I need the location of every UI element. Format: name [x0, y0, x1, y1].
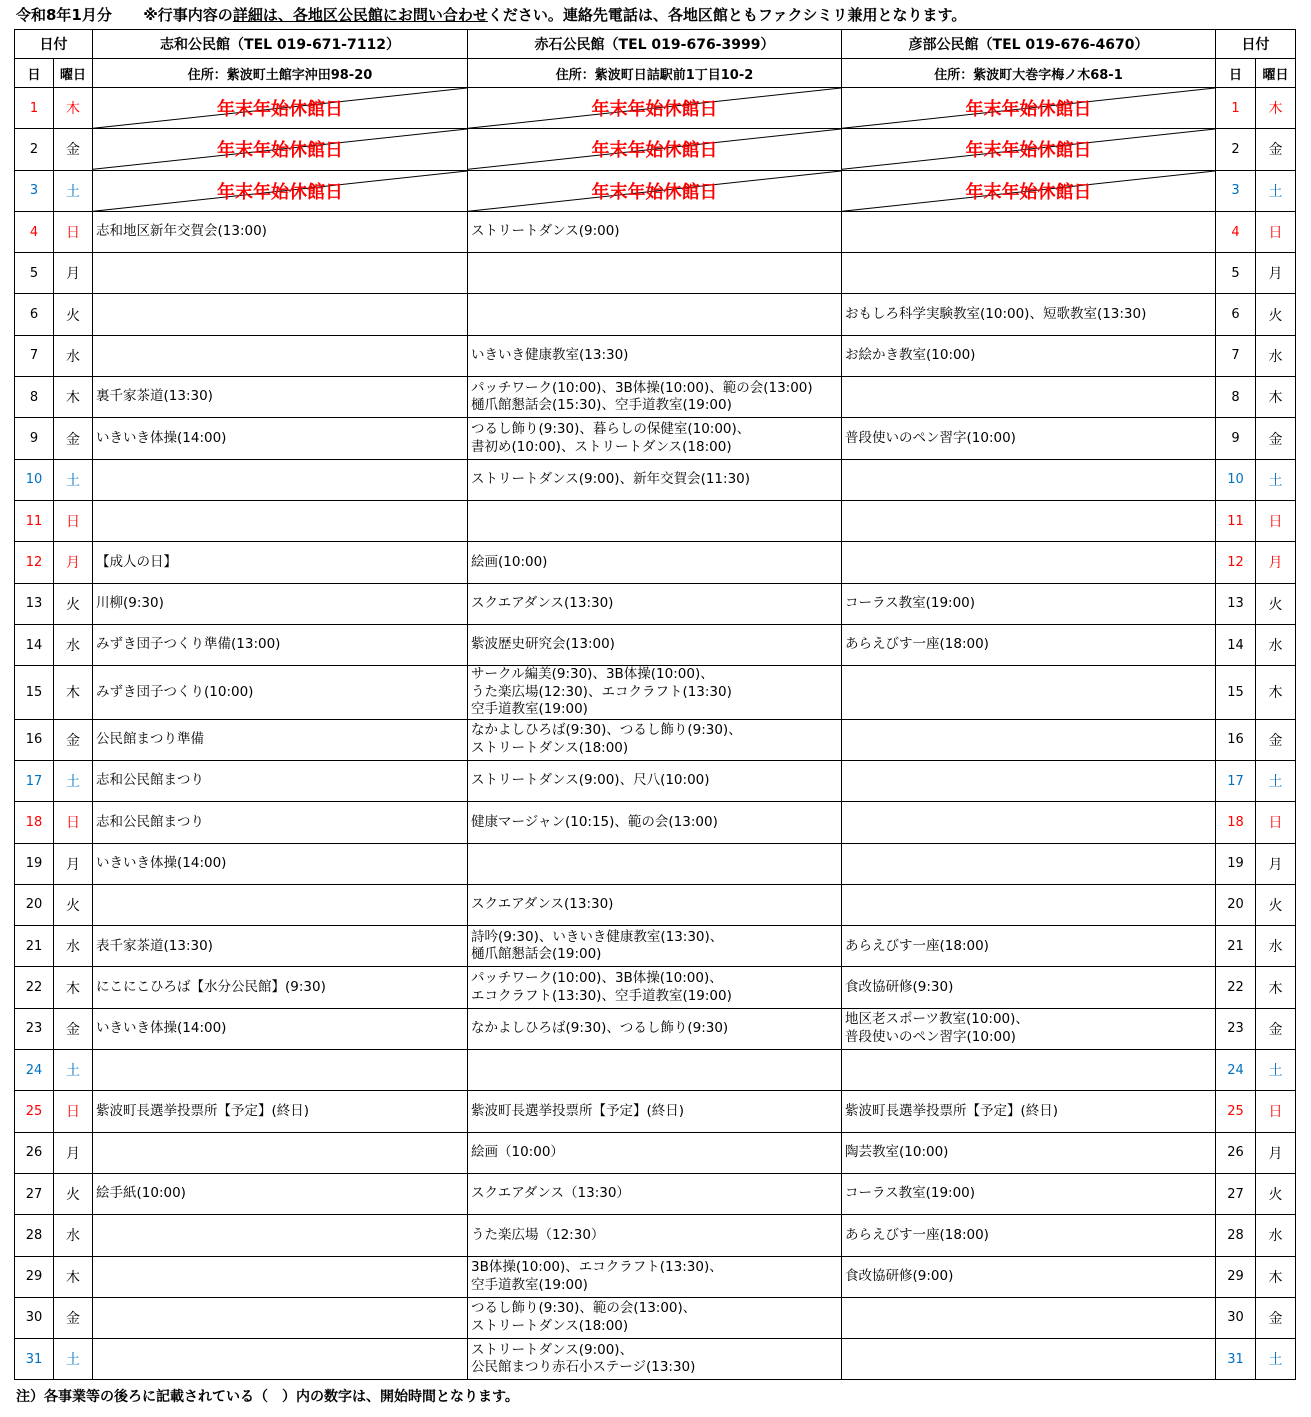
weekday-left: 金	[54, 418, 93, 459]
day-number-right: 19	[1216, 843, 1256, 884]
weekday-right: 金	[1256, 1008, 1296, 1049]
day-number-right: 13	[1216, 583, 1256, 624]
weekday-left: 月	[54, 253, 93, 294]
day-number-right: 17	[1216, 760, 1256, 801]
day-number-right: 20	[1216, 884, 1256, 925]
day-row	[15, 500, 1296, 541]
day-number-right: 21	[1216, 926, 1256, 967]
hall-name-akaishi: 赤石公民館（TEL 019-676-3999）	[468, 30, 842, 59]
event-cell-akaishi: 紫波歴史研究会(13:00)	[468, 624, 842, 665]
closed-cell-akaishi	[468, 170, 842, 211]
weekday-left: 土	[54, 760, 93, 801]
event-cell-shiwa: いきいき体操(14:00)	[93, 843, 468, 884]
day-number-left: 4	[15, 211, 54, 252]
event-cell-akaishi	[468, 500, 842, 541]
weekday-right: 日	[1256, 1091, 1296, 1132]
event-cell-akaishi: スクエアダンス（13:30）	[468, 1173, 842, 1214]
event-cell-hikobe	[842, 884, 1216, 925]
closed-cell-hikobe	[842, 129, 1216, 170]
weekday-right: 水	[1256, 926, 1296, 967]
weekday-right: 木	[1256, 666, 1296, 720]
day-row	[15, 1173, 1296, 1214]
day-number-right: 26	[1216, 1132, 1256, 1173]
event-cell-shiwa: 公民館まつり準備	[93, 719, 468, 760]
day-row	[15, 1008, 1296, 1049]
day-number-right: 8	[1216, 377, 1256, 418]
event-cell-shiwa: みずき団子つくり準備(13:00)	[93, 624, 468, 665]
event-cell-akaishi: ストリートダンス(9:00)、新年交賀会(11:30)	[468, 459, 842, 500]
event-cell-shiwa: 志和地区新年交賀会(13:00)	[93, 211, 468, 252]
day-number-left: 16	[15, 719, 54, 760]
day-number-right: 24	[1216, 1050, 1256, 1091]
day-row	[15, 88, 1296, 129]
event-cell-hikobe	[842, 843, 1216, 884]
day-number-right: 1	[1216, 88, 1256, 129]
day-number-right: 6	[1216, 294, 1256, 335]
day-number-left: 18	[15, 802, 54, 843]
event-cell-hikobe: お絵かき教室(10:00)	[842, 335, 1216, 376]
weekday-right: 土	[1256, 459, 1296, 500]
event-cell-akaishi: パッチワーク(10:00)、3B体操(10:00)、範の会(13:00) 樋爪館懇話会(15:30)、空手道教室(19:00)	[468, 377, 842, 418]
day-number-right: 29	[1216, 1256, 1256, 1297]
event-cell-shiwa	[93, 335, 468, 376]
event-cell-shiwa	[93, 1256, 468, 1297]
event-cell-hikobe	[842, 760, 1216, 801]
weekday-left: 水	[54, 1215, 93, 1256]
closed-label: 年末年始休館日	[591, 181, 718, 203]
day-number-right: 3	[1216, 170, 1256, 211]
event-cell-hikobe: コーラス教室(19:00)	[842, 583, 1216, 624]
day-row	[15, 211, 1296, 252]
day-row	[15, 884, 1296, 925]
day-number-right: 7	[1216, 335, 1256, 376]
event-cell-shiwa	[93, 253, 468, 294]
event-cell-shiwa: みずき団子つくり(10:00)	[93, 666, 468, 720]
day-number-left: 30	[15, 1297, 54, 1338]
day-number-left: 3	[15, 170, 54, 211]
event-cell-akaishi: ストリートダンス(9:00)、尺八(10:00)	[468, 760, 842, 801]
event-cell-shiwa: 川柳(9:30)	[93, 583, 468, 624]
event-cell-shiwa: 志和公民館まつり	[93, 760, 468, 801]
weekday-left: 月	[54, 1132, 93, 1173]
weekday-right: 日	[1256, 500, 1296, 541]
day-number-left: 26	[15, 1132, 54, 1173]
day-number-left: 5	[15, 253, 54, 294]
day-row	[15, 967, 1296, 1008]
weekday-left: 土	[54, 1050, 93, 1091]
event-cell-shiwa	[93, 1339, 468, 1380]
day-number-right: 28	[1216, 1215, 1256, 1256]
event-cell-hikobe	[842, 542, 1216, 583]
day-row	[15, 253, 1296, 294]
weekday-right: 月	[1256, 253, 1296, 294]
page-title	[16, 4, 966, 25]
event-cell-shiwa	[93, 884, 468, 925]
event-cell-akaishi: スクエアダンス(13:30)	[468, 583, 842, 624]
event-cell-shiwa: 絵手紙(10:00)	[93, 1173, 468, 1214]
weekday-right: 土	[1256, 170, 1296, 211]
closed-cell-akaishi	[468, 88, 842, 129]
event-cell-shiwa	[93, 1215, 468, 1256]
day-number-right: 31	[1216, 1339, 1256, 1380]
closed-cell-hikobe	[842, 88, 1216, 129]
event-cell-hikobe	[842, 802, 1216, 843]
event-cell-hikobe: あらえびす一座(18:00)	[842, 624, 1216, 665]
day-number-left: 27	[15, 1173, 54, 1214]
day-number-left: 14	[15, 624, 54, 665]
weekday-left: 木	[54, 377, 93, 418]
weekday-right: 木	[1256, 377, 1296, 418]
weekday-left: 火	[54, 583, 93, 624]
day-row	[15, 129, 1296, 170]
weekday-right: 木	[1256, 967, 1296, 1008]
day-row	[15, 170, 1296, 211]
event-cell-shiwa: 表千家茶道(13:30)	[93, 926, 468, 967]
day-number-left: 28	[15, 1215, 54, 1256]
event-cell-shiwa	[93, 459, 468, 500]
date-group-header-right: 日付	[1216, 30, 1296, 59]
day-row	[15, 843, 1296, 884]
weekday-right: 水	[1256, 624, 1296, 665]
day-number-right: 2	[1216, 129, 1256, 170]
event-cell-shiwa	[93, 1297, 468, 1338]
event-cell-akaishi: スクエアダンス(13:30)	[468, 884, 842, 925]
weekday-left: 木	[54, 88, 93, 129]
day-row	[15, 1339, 1296, 1380]
weekday-left: 日	[54, 211, 93, 252]
event-cell-hikobe: 普段使いのペン習字(10:00)	[842, 418, 1216, 459]
day-number-right: 10	[1216, 459, 1256, 500]
day-number-right: 11	[1216, 500, 1256, 541]
event-cell-akaishi: 絵画（10:00）	[468, 1132, 842, 1173]
hall-address-shiwa: 住所：紫波町土館字沖田98-20	[93, 59, 468, 88]
day-number-left: 25	[15, 1091, 54, 1132]
event-cell-hikobe	[842, 459, 1216, 500]
event-cell-hikobe: あらえびす一座(18:00)	[842, 1215, 1216, 1256]
closed-cell-shiwa	[93, 88, 468, 129]
day-number-left: 9	[15, 418, 54, 459]
weekday-left: 月	[54, 843, 93, 884]
closed-label: 年末年始休館日	[965, 181, 1092, 203]
day-row	[15, 719, 1296, 760]
day-number-right: 9	[1216, 418, 1256, 459]
day-row	[15, 542, 1296, 583]
day-number-right: 16	[1216, 719, 1256, 760]
day-header-left: 日	[15, 59, 54, 88]
weekday-right: 金	[1256, 1297, 1296, 1338]
closed-cell-shiwa	[93, 170, 468, 211]
event-cell-akaishi: 3B体操(10:00)、エコクラフト(13:30)、 空手道教室(19:00)	[468, 1256, 842, 1297]
day-row	[15, 760, 1296, 801]
event-cell-hikobe: 陶芸教室(10:00)	[842, 1132, 1216, 1173]
day-row	[15, 583, 1296, 624]
closed-label: 年末年始休館日	[217, 99, 343, 121]
event-cell-shiwa: いきいき体操(14:00)	[93, 418, 468, 459]
date-group-header-left: 日付	[15, 30, 93, 59]
day-number-right: 23	[1216, 1008, 1256, 1049]
day-number-right: 4	[1216, 211, 1256, 252]
day-number-left: 7	[15, 335, 54, 376]
day-number-right: 14	[1216, 624, 1256, 665]
weekday-right: 日	[1256, 211, 1296, 252]
event-cell-hikobe	[842, 377, 1216, 418]
weekday-right: 土	[1256, 760, 1296, 801]
day-number-left: 29	[15, 1256, 54, 1297]
day-row	[15, 926, 1296, 967]
event-cell-shiwa: 裏千家茶道(13:30)	[93, 377, 468, 418]
weekday-right: 金	[1256, 418, 1296, 459]
period-label: 令和8年1月分	[16, 6, 112, 24]
event-cell-hikobe	[842, 211, 1216, 252]
event-cell-akaishi: 詩吟(9:30)、いきいき健康教室(13:30)、 樋爪館懇話会(19:00)	[468, 926, 842, 967]
event-cell-akaishi: つるし飾り(9:30)、範の会(13:00)、 ストリートダンス(18:00)	[468, 1297, 842, 1338]
weekday-left: 水	[54, 926, 93, 967]
day-row	[15, 624, 1296, 665]
day-number-left: 22	[15, 967, 54, 1008]
day-number-left: 15	[15, 666, 54, 720]
weekday-left: 日	[54, 802, 93, 843]
day-number-left: 19	[15, 843, 54, 884]
weekday-header-right: 曜日	[1256, 59, 1296, 88]
schedule-table	[14, 29, 1296, 1380]
closed-label: 年末年始休館日	[217, 140, 343, 162]
event-cell-akaishi	[468, 294, 842, 335]
event-cell-hikobe: おもしろ科学実験教室(10:00)、短歌教室(13:30)	[842, 294, 1216, 335]
event-cell-shiwa: にこにこひろば【水分公民館】(9:30)	[93, 967, 468, 1008]
event-cell-hikobe	[842, 1297, 1216, 1338]
weekday-right: 金	[1256, 719, 1296, 760]
weekday-left: 金	[54, 1297, 93, 1338]
day-number-right: 27	[1216, 1173, 1256, 1214]
event-cell-akaishi: 絵画(10:00)	[468, 542, 842, 583]
event-cell-shiwa: 【成人の日】	[93, 542, 468, 583]
closed-cell-akaishi	[468, 129, 842, 170]
weekday-left: 土	[54, 459, 93, 500]
weekday-right: 土	[1256, 1339, 1296, 1380]
weekday-left: 月	[54, 542, 93, 583]
day-number-left: 11	[15, 500, 54, 541]
weekday-right: 火	[1256, 583, 1296, 624]
day-number-left: 23	[15, 1008, 54, 1049]
weekday-left: 土	[54, 170, 93, 211]
weekday-right: 月	[1256, 843, 1296, 884]
weekday-left: 金	[54, 719, 93, 760]
weekday-right: 月	[1256, 1132, 1296, 1173]
event-cell-shiwa	[93, 1050, 468, 1091]
event-cell-akaishi: つるし飾り(9:30)、暮らしの保健室(10:00)、 書初め(10:00)、ストリートダンス(18:00)	[468, 418, 842, 459]
day-row	[15, 1297, 1296, 1338]
closed-cell-shiwa	[93, 129, 468, 170]
event-cell-shiwa	[93, 500, 468, 541]
day-number-right: 30	[1216, 1297, 1256, 1338]
event-cell-hikobe	[842, 500, 1216, 541]
event-cell-hikobe: コーラス教室(19:00)	[842, 1173, 1216, 1214]
closed-label: 年末年始休館日	[965, 140, 1092, 162]
day-row	[15, 1256, 1296, 1297]
event-cell-shiwa: いきいき体操(14:00)	[93, 1008, 468, 1049]
day-number-left: 21	[15, 926, 54, 967]
day-number-left: 12	[15, 542, 54, 583]
closed-label: 年末年始休館日	[591, 140, 718, 162]
event-cell-shiwa	[93, 294, 468, 335]
day-number-left: 1	[15, 88, 54, 129]
notice-text-c: ください。連絡先電話は、各地区館ともファクシミリ兼用となります。	[487, 6, 967, 24]
closed-label: 年末年始休館日	[591, 99, 718, 121]
event-cell-hikobe	[842, 1339, 1216, 1380]
weekday-right: 水	[1256, 1215, 1296, 1256]
event-cell-akaishi	[468, 843, 842, 884]
event-cell-shiwa	[93, 1132, 468, 1173]
weekday-header-left: 曜日	[54, 59, 93, 88]
day-number-right: 15	[1216, 666, 1256, 720]
weekday-right: 火	[1256, 884, 1296, 925]
closed-label: 年末年始休館日	[217, 181, 343, 203]
event-cell-hikobe	[842, 666, 1216, 720]
day-number-left: 13	[15, 583, 54, 624]
weekday-left: 日	[54, 500, 93, 541]
weekday-left: 木	[54, 967, 93, 1008]
weekday-left: 日	[54, 1091, 93, 1132]
weekday-right: 金	[1256, 129, 1296, 170]
weekday-left: 金	[54, 129, 93, 170]
event-cell-akaishi: パッチワーク(10:00)、3B体操(10:00)、 エコクラフト(13:30)、空手道教室(19:00)	[468, 967, 842, 1008]
day-number-right: 25	[1216, 1091, 1256, 1132]
day-number-left: 20	[15, 884, 54, 925]
closed-cell-hikobe	[842, 170, 1216, 211]
weekday-right: 木	[1256, 88, 1296, 129]
hall-address-hikobe: 住所：紫波町大巻字梅ノ木68-1	[842, 59, 1216, 88]
notice-text-b: 詳細は、各地区公民館にお問い合わせ	[232, 6, 488, 24]
day-row	[15, 335, 1296, 376]
day-header-right: 日	[1216, 59, 1256, 88]
day-row	[15, 1132, 1296, 1173]
event-cell-hikobe	[842, 253, 1216, 294]
weekday-left: 木	[54, 666, 93, 720]
weekday-left: 木	[54, 1256, 93, 1297]
weekday-left: 火	[54, 294, 93, 335]
event-cell-hikobe: 紫波町長選挙投票所【予定】(終日)	[842, 1091, 1216, 1132]
weekday-right: 土	[1256, 1050, 1296, 1091]
weekday-left: 火	[54, 1173, 93, 1214]
day-number-right: 5	[1216, 253, 1256, 294]
weekday-right: 水	[1256, 335, 1296, 376]
event-cell-hikobe: 食改協研修(9:00)	[842, 1256, 1216, 1297]
day-row	[15, 1091, 1296, 1132]
event-cell-akaishi: いきいき健康教室(13:30)	[468, 335, 842, 376]
event-cell-akaishi: 紫波町長選挙投票所【予定】(終日)	[468, 1091, 842, 1132]
event-cell-akaishi: なかよしひろば(9:30)、つるし飾り(9:30)	[468, 1008, 842, 1049]
day-number-left: 17	[15, 760, 54, 801]
event-cell-hikobe: あらえびす一座(18:00)	[842, 926, 1216, 967]
weekday-right: 火	[1256, 294, 1296, 335]
weekday-right: 月	[1256, 542, 1296, 583]
event-cell-hikobe: 食改協研修(9:30)	[842, 967, 1216, 1008]
day-number-left: 24	[15, 1050, 54, 1091]
weekday-right: 火	[1256, 1173, 1296, 1214]
hall-name-shiwa: 志和公民館（TEL 019-671-7112）	[93, 30, 468, 59]
footnote: 注）各事業等の後ろに記載されている（ ）内の数字は、開始時間となります。	[16, 1389, 519, 1405]
day-number-left: 31	[15, 1339, 54, 1380]
closed-label: 年末年始休館日	[965, 99, 1092, 121]
weekday-left: 水	[54, 335, 93, 376]
event-cell-akaishi: うた楽広場（12:30）	[468, 1215, 842, 1256]
event-cell-shiwa: 志和公民館まつり	[93, 802, 468, 843]
weekday-left: 土	[54, 1339, 93, 1380]
event-cell-akaishi: サークル編美(9:30)、3B体操(10:00)、 うた楽広場(12:30)、エコクラフト(13:30) 空手道教室(19:00)	[468, 666, 842, 720]
day-number-left: 6	[15, 294, 54, 335]
day-row	[15, 1050, 1296, 1091]
hall-address-akaishi: 住所：紫波町日詰駅前1丁目10-2	[468, 59, 842, 88]
event-cell-akaishi: ストリートダンス(9:00)、 公民館まつり赤石小ステージ(13:30)	[468, 1339, 842, 1380]
event-cell-hikobe: 地区老スポーツ教室(10:00)、 普段使いのペン習字(10:00)	[842, 1008, 1216, 1049]
day-row	[15, 294, 1296, 335]
day-row	[15, 418, 1296, 459]
day-row	[15, 802, 1296, 843]
event-cell-akaishi: ストリートダンス(9:00)	[468, 211, 842, 252]
day-number-left: 8	[15, 377, 54, 418]
weekday-left: 水	[54, 624, 93, 665]
event-cell-hikobe	[842, 719, 1216, 760]
day-number-left: 2	[15, 129, 54, 170]
event-cell-akaishi: 健康マージャン(10:15)、範の会(13:00)	[468, 802, 842, 843]
event-cell-akaishi	[468, 1050, 842, 1091]
weekday-left: 金	[54, 1008, 93, 1049]
day-row	[15, 377, 1296, 418]
event-cell-akaishi	[468, 253, 842, 294]
weekday-right: 日	[1256, 802, 1296, 843]
hall-name-hikobe: 彦部公民館（TEL 019-676-4670）	[842, 30, 1216, 59]
event-cell-hikobe	[842, 1050, 1216, 1091]
weekday-left: 火	[54, 884, 93, 925]
day-number-right: 18	[1216, 802, 1256, 843]
day-row	[15, 666, 1296, 720]
day-row	[15, 1215, 1296, 1256]
event-cell-akaishi: なかよしひろば(9:30)、つるし飾り(9:30)、 ストリートダンス(18:00)	[468, 719, 842, 760]
notice-text-a: ※行事内容の	[143, 6, 233, 24]
day-number-right: 12	[1216, 542, 1256, 583]
day-number-right: 22	[1216, 967, 1256, 1008]
day-row	[15, 459, 1296, 500]
event-cell-shiwa: 紫波町長選挙投票所【予定】(終日)	[93, 1091, 468, 1132]
day-number-left: 10	[15, 459, 54, 500]
weekday-right: 木	[1256, 1256, 1296, 1297]
